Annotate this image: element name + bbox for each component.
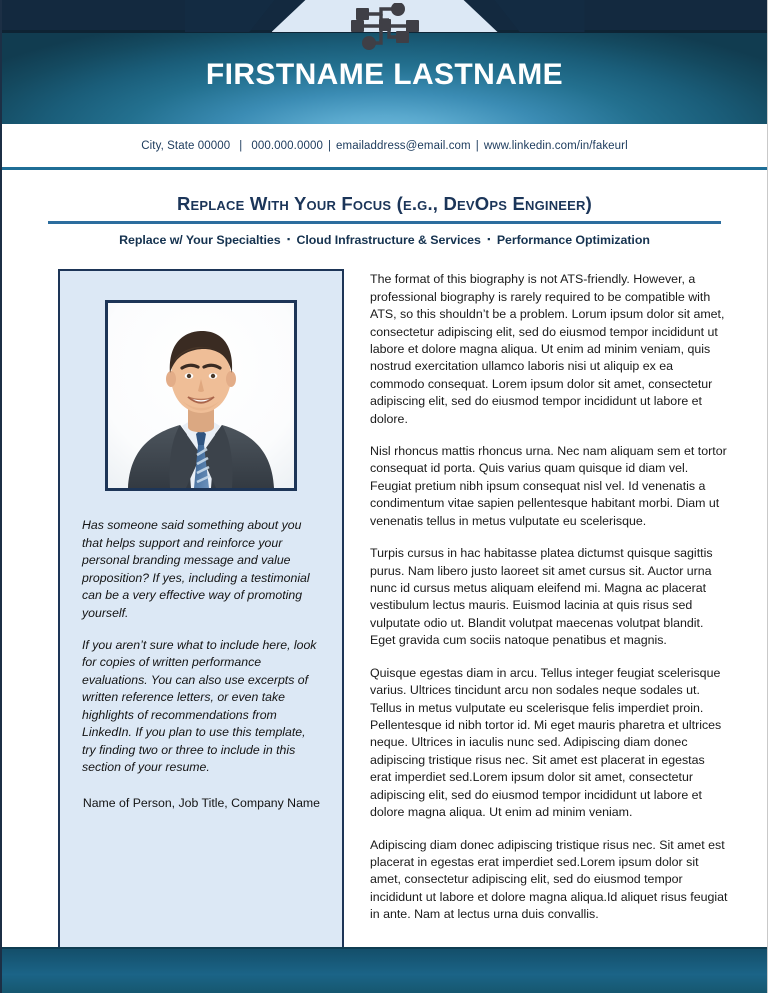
page-header	[2, 0, 767, 124]
bio-paragraph: Turpis cursus in hac habitasse platea dictumst quisque sagittis purus. Nam libero justo laoreet sit amet cursus sit. Auctor urna nunc id cursus metus aliquam eleifend mi. Magna ac placerat vestibulum lectus mauris. Euismod lacinia at quis risus sed vulputate odio ut. Blandit volutpat maecenas volutpat blandit. Eget gravida cum sociis natoque penatibus et magnis.	[370, 546, 713, 648]
focus-section	[2, 171, 767, 247]
bio-paragraph: Nisl rhoncus mattis rhoncus urna. Nec nam aliquam sem et tortor consequat id porta. Quis varius quam quisque id diam vel. Feugiat pretium nibh ipsum consequat nisl vel. Id venenatis a condimentum vitae sapien pellentesque habitant morbi. Diam ut venenatis tellus in metus vulputate eu scelerisque.	[370, 444, 727, 528]
contact-separator: |	[239, 139, 243, 152]
testimonial-attribution: Name of Person, Job Title, Company Name	[82, 795, 320, 810]
testimonial-text	[82, 517, 320, 776]
contact-bar	[2, 124, 767, 167]
biography-column	[344, 269, 729, 951]
testimonial-paragraph: If you aren’t sure what to include here, look for copies of written performance evaluations. You can also use excerpts of written reference letters, or even take highlights of recommendations from LinkedIn. If you plan to use this template, try finding two or three to include in this section of your resume.	[82, 637, 317, 775]
footer-divider	[2, 947, 767, 949]
main-content	[2, 247, 767, 951]
contact-location: City, State 00000	[141, 139, 231, 152]
avatar	[105, 300, 297, 491]
testimonial-panel	[58, 269, 344, 951]
specialties-line	[48, 233, 721, 247]
header-wing-left	[185, 0, 275, 32]
sidebar-column	[58, 269, 344, 951]
bio-paragraph: Quisque egestas diam in arcu. Tellus integer feugiat scelerisque varius. Ultrices tincidunt arcu non sodales neque sodales ut. Tellus in metus vulputate eu scelerisque felis imperdiet proin. Pellentesque id nibh tortor id. Mi eget mauris pharetra et ultrices neque. Ultrices in iaculis nunc sed. Adipiscing diam donec adipiscing tristique risus nec. Sit amet est placerat in egestas erat imperdiet sed.Lorem ipsum dolor sit amet, consectetur adipiscing elit, sed do eiusmod tempor incididunt ut labore et dolore magna aliqua. Ut enim ad minim veniam.	[370, 665, 722, 820]
specialty-item-3: Performance Optimization	[496, 233, 650, 248]
contact-separator: |	[327, 139, 332, 152]
page-footer	[2, 947, 767, 993]
network-nodes-icon	[348, 3, 422, 55]
page-title: FIRSTNAME LASTNAME	[205, 58, 564, 91]
bullet-square-icon: ▪	[286, 234, 291, 245]
focus-underline-rule	[48, 221, 721, 224]
specialty-item-1: Replace w/ Your Specialties	[119, 233, 281, 248]
bio-paragraph: The format of this biography is not ATS-friendly. However, a professional biography is rarely required to be compatible with ATS, so this shouldn’t be a problem. Lorum ipsum dolor sit amet, consectetur adipiscing elit, sed do eiusmod tempor incididunt ut labore et dolore magna aliqua. Ut enim ad minim veniam, quis nostrud exercitation ullamco laboris nisi ut aliquip ex ea commodo consequat. Lorem ipsum dolor sit amet, consectetur adipiscing elit, sed do eiusmod tempor incididunt ut labore et dolore.	[370, 272, 725, 426]
biography-text	[370, 271, 729, 923]
bio-paragraph: Adipiscing diam donec adipiscing tristique risus nec. Sit amet est placerat in egestas erat imperdiet sed.Lorem ipsum dolor sit amet, consectetur adipiscing elit, sed do eiusmod tempor incididunt ut labore et dolore magna aliqua.Id aliquet risus feugiat in ante. Nam at lectus urna duis convallis.	[370, 837, 728, 922]
bullet-square-icon: ▪	[487, 234, 491, 245]
contact-separator: |	[475, 139, 479, 152]
testimonial-paragraph: Has someone said something about you that helps support and reinforce your personal branding message and value proposition? If yes, including a testimonial can be a very effective way of promoting yourself.	[82, 518, 310, 620]
contact-phone: 000.000.0000	[251, 139, 323, 152]
header-wing-right	[495, 0, 585, 32]
contact-linkedin[interactable]: www.linkedin.com/in/fakeurl	[483, 139, 628, 152]
focus-headline: Replace With Your Focus (e.g., DevOps Engineer)	[176, 193, 592, 214]
specialty-item-2: Cloud Infrastructure & Services	[296, 233, 481, 248]
contact-email[interactable]: emailaddress@email.com	[336, 139, 471, 152]
